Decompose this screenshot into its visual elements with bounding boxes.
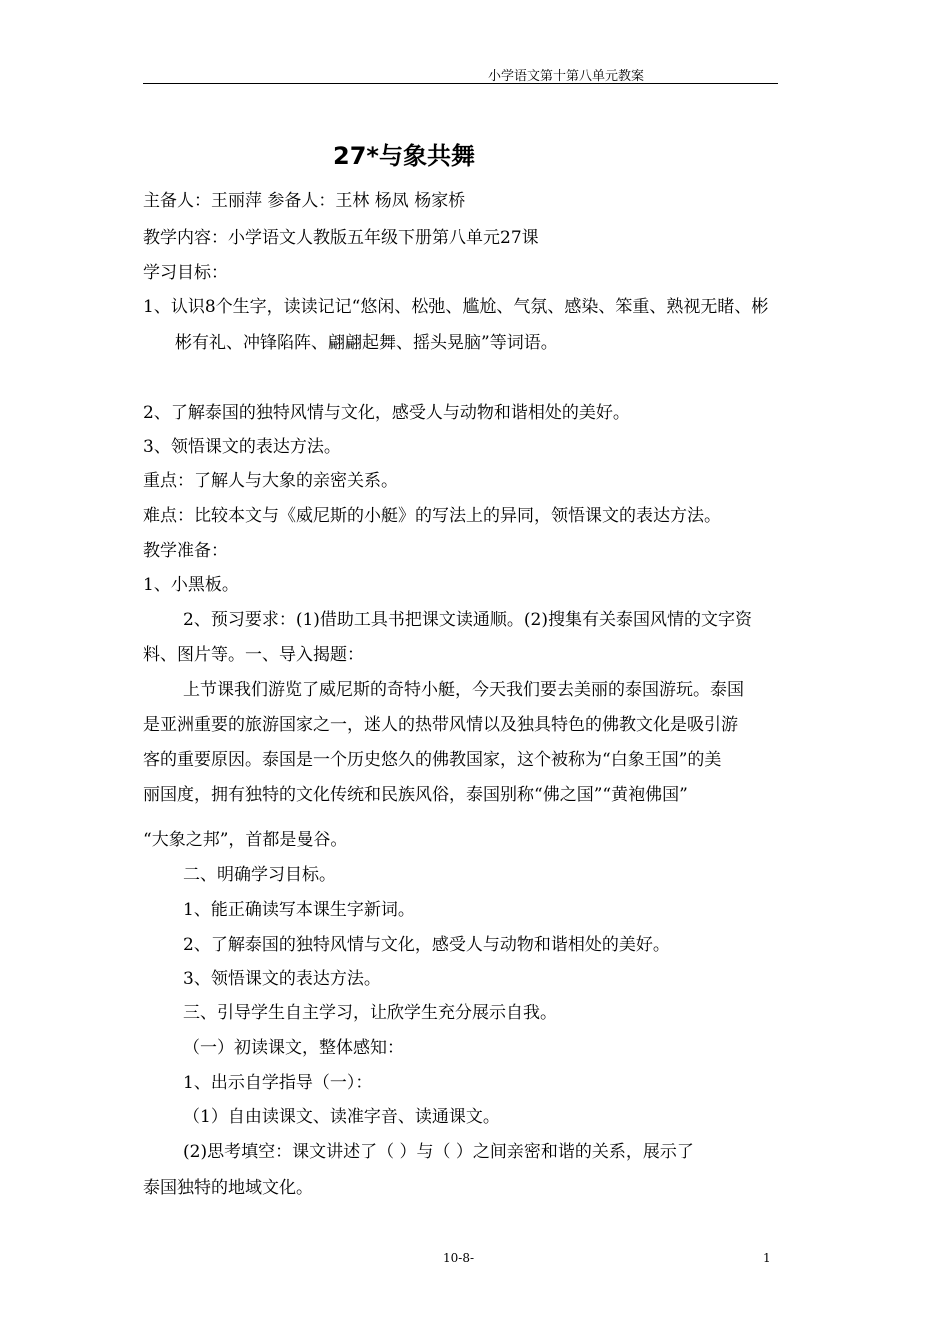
guide-item-2-line-2: 泰国独特的地域文化。	[143, 1178, 313, 1198]
preparation-item-2-line-2: 料、图片等。一、导入揭题：	[143, 645, 364, 665]
guide-item-1: （1）自由读课文、读准字音、读通课文。	[183, 1107, 500, 1127]
section-2-item-2: 2、了解泰国的独特风情与文化，感受人与动物和谐相处的美好。	[183, 935, 670, 955]
goal-1-line-2: 彬有礼、冲锋陷阵、翩翩起舞、摇头晃脑”等词语。	[175, 333, 558, 353]
intro-paragraph-line-1: 上节课我们游览了威尼斯的奇特小艇，今天我们要去美丽的泰国游玩。泰国	[183, 680, 744, 700]
subsection-1-heading: （一）初读课文，整体感知：	[183, 1038, 404, 1058]
key-point: 重点：了解人与大象的亲密关系。	[143, 471, 398, 491]
self-study-guide: 1、出示自学指导（一）：	[183, 1073, 373, 1093]
section-3-heading: 三、引导学生自主学习，让欣学生充分展示自我。	[183, 1003, 557, 1023]
goal-3: 3、领悟课文的表达方法。	[143, 437, 341, 457]
intro-paragraph-line-4: 丽国度，拥有独特的文化传统和民族风俗，泰国别称“佛之国”“黄袍佛国”	[143, 785, 688, 805]
preparers-line: 主备人：王丽萍 参备人：王林 杨凤 杨家桥	[143, 191, 466, 211]
section-2-heading: 二、明确学习目标。	[183, 865, 336, 885]
preparation-item-1: 1、小黑板。	[143, 575, 239, 595]
footer-code: 10-8-	[443, 1251, 475, 1265]
guide-item-2-line-1: (2)思考填空：课文讲述了（ ）与（ ）之间亲密和谐的关系，展示了	[183, 1142, 694, 1162]
preparation-item-2-line-1: 2、预习要求：(1)借助工具书把课文读通顺。(2)搜集有关泰国风情的文字资	[183, 610, 752, 630]
goal-1-line-1: 1、认识8个生字，读读记记“悠闲、松弛、尴尬、气氛、感染、笨重、熟视无睹、彬	[143, 297, 769, 317]
intro-paragraph-line-2: 是亚洲重要的旅游国家之一，迷人的热带风情以及独具特色的佛教文化是吸引游	[143, 715, 738, 735]
section-2-item-3: 3、领悟课文的表达方法。	[183, 969, 381, 989]
learning-goals-heading: 学习目标：	[143, 263, 228, 283]
section-2-item-1: 1、能正确读写本课生字新词。	[183, 900, 415, 920]
goal-2: 2、了解泰国的独特风情与文化，感受人与动物和谐相处的美好。	[143, 403, 630, 423]
lesson-title: 27*与象共舞	[333, 142, 475, 170]
difficult-point: 难点：比较本文与《威尼斯的小艇》的写法上的异同，领悟课文的表达方法。	[143, 506, 721, 526]
intro-paragraph-line-3: 客的重要原因。泰国是一个历史悠久的佛教国家，这个被称为“白象王国”的美	[143, 750, 722, 770]
running-header: 小学语文第十第八单元教案	[488, 69, 645, 84]
header-rule	[143, 83, 778, 84]
teaching-content-line: 教学内容：小学语文人教版五年级下册第八单元27课	[143, 228, 539, 248]
page-number: 1	[763, 1251, 771, 1265]
intro-paragraph-line-5: “大象之邦”，首都是曼谷。	[143, 830, 348, 850]
preparation-heading: 教学准备：	[143, 541, 228, 561]
